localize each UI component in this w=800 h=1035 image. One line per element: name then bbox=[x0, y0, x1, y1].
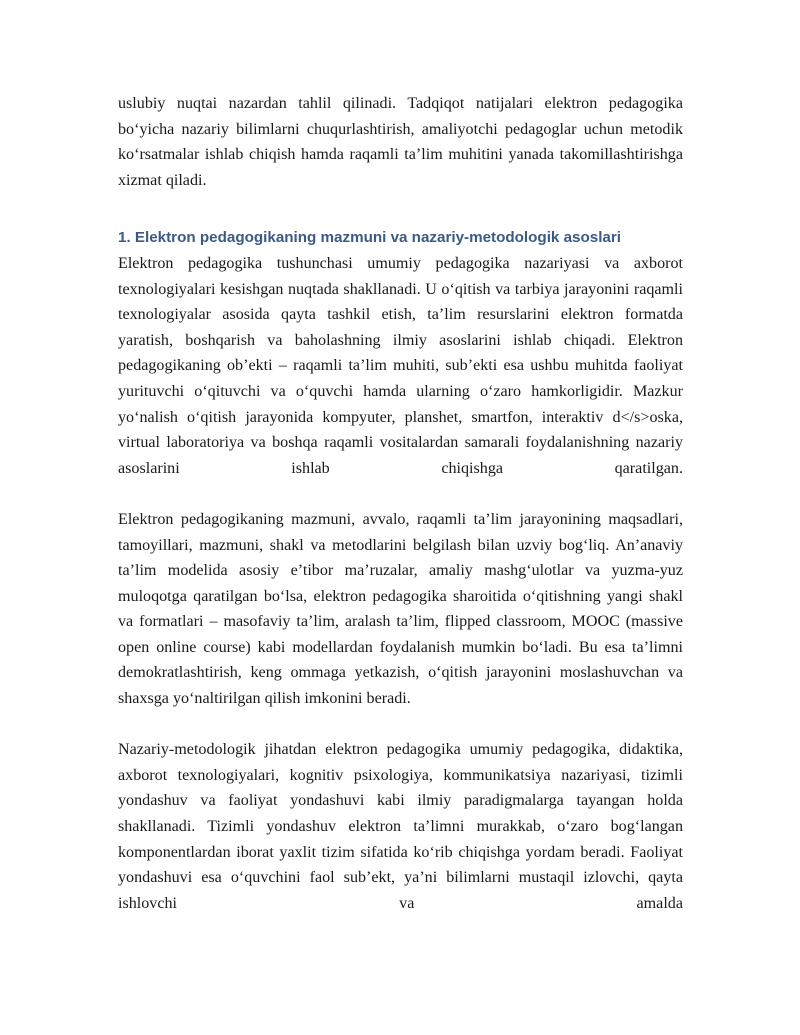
intro-paragraph: uslubiy nuqtai nazardan tahlil qilinadi. Tadqiqot natijalari elektron pedagogika bo‘yicha nazariy bilimlarni chuqurlashtirish, amaliyotchi pedagoglar uchun metodik ko‘rsatmalar ishlab chiqish hamda raqamli ta’lim muhitini yanada takomillashtirishga xizmat qiladi. bbox=[118, 95, 683, 189]
paragraph-spacer bbox=[118, 712, 683, 738]
paragraph-spacer bbox=[118, 193, 683, 219]
body-paragraph-2: Elektron pedagogikaning mazmuni, avvalo, raqamli ta’lim jarayonining maqsadlari, tamoyillari, mazmuni, shakl va metodlarini belgilash bilan uzviy bog‘liq. An’anaviy ta’lim modelida asosiy e’tibor ma’ruzalar, amaliy mashg‘ulotlar va yuzma-yuz muloqotga qaratilgan bo‘lsa, elektron pedagogika sharoitida o‘qitishning yangi shakl va formatlari – masofaviy ta’lim, aralash ta’lim, flipped classroom, MOOC (massive open online course) kabi modellardan foydalanish mumkin bo‘ladi. Bu esa ta’limni demokratlashtirish, keng ommaga yetkazish, o‘qitish jarayonini moslashuvchan va shaxsga yo‘naltirilgan qilish imkonini beradi. bbox=[118, 510, 683, 708]
paragraph-spacer bbox=[118, 481, 683, 507]
document-page bbox=[118, 91, 683, 916]
body-paragraph-1: Elektron pedagogika tushunchasi umumiy pedagogika nazariyasi va axborot texnologiyalari kesishgan nuqtada shakllanadi. U o‘qitish va tarbiya jarayonini raqamli texnologiyalar asosida qayta tashkil etish, ta’lim resurslarini elektron formatda yaratish, boshqarish va baholashning ilmiy asoslarini ishlab chiqadi. Elektron pedagogikaning ob’ekti – raqamli ta’lim muhiti, sub’ekti esa ushbu muhitda faoliyat yurituvchi o‘qituvchi va o‘quvchi hamda ularning o‘zaro hamkorligidir. Mazkur yo‘nalish o‘qitish jarayonida kompyuter, planshet, smartfon, interaktiv d</s>oska, virtual laboratoriya va boshqa raqamli vositalardan samarali foydalanishning nazariy asoslarini ishlab chiqishga qaratilgan. bbox=[118, 254, 683, 477]
body-paragraph-3: Nazariy-metodologik jihatdan elektron pedagogika umumiy pedagogika, didaktika, axborot texnologiyalari, kognitiv psixologiya, kommunikatsiya nazariyasi, tizimli yondashuv va faoliyat yondashuvi kabi ilmiy paradigmalarga tayangan holda shakllanadi. Tizimli yondashuv elektron ta’limni murakkab, o‘zaro bog‘langan komponentlardan iborat yaxlit tizim sifatida ko‘rib chiqishga yordam beradi. Faoliyat yondashuvi esa o‘quvchini faol sub’ekt, ya’ni bilimlarni mustaqil izlovchi, qayta ishlovchi va amalda bbox=[118, 741, 683, 912]
section-heading: 1. Elektron pedagogikaning mazmuni va nazariy-metodologik asoslari bbox=[118, 228, 621, 246]
